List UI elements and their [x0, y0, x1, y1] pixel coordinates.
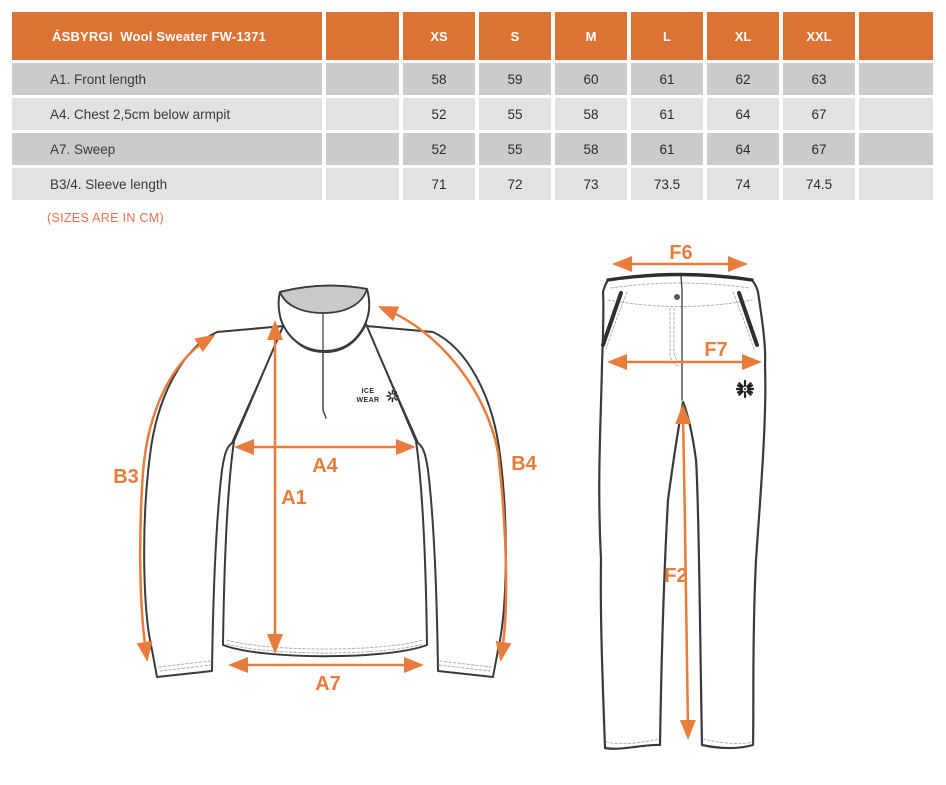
row-label-cell: B3/4. Sleeve length — [12, 168, 322, 200]
row-label-cell: A7. Sweep — [12, 133, 322, 165]
sweater-diagram — [113, 286, 537, 695]
value-cell: 63 — [783, 63, 855, 95]
value-cell: 71 — [403, 168, 475, 200]
sizes-unit-note: (SIZES ARE IN CM) — [47, 211, 164, 225]
value-cell: 55 — [479, 133, 551, 165]
value-cell: 60 — [555, 63, 627, 95]
label-a1: A1 — [281, 487, 307, 509]
size-header-s: S — [479, 12, 551, 60]
size-header-xs: XS — [403, 12, 475, 60]
value-cell: 61 — [631, 98, 703, 130]
value-cell: 64 — [707, 98, 779, 130]
value-cell: 58 — [403, 63, 475, 95]
pants-snowflake-icon — [737, 381, 753, 397]
size-header-xl: XL — [707, 12, 779, 60]
value-cell: 67 — [783, 98, 855, 130]
value-cell: 73.5 — [631, 168, 703, 200]
label-b4: B4 — [511, 453, 537, 475]
size-header-l: L — [631, 12, 703, 60]
value-cell: 74.5 — [783, 168, 855, 200]
value-cell: 58 — [555, 133, 627, 165]
value-cell: 61 — [631, 133, 703, 165]
label-f6: F6 — [669, 242, 693, 264]
value-cell: 64 — [707, 133, 779, 165]
value-cell: 55 — [479, 98, 551, 130]
label-f2: F2 — [664, 565, 688, 587]
label-a7: A7 — [315, 673, 341, 695]
pants-diagram — [599, 242, 765, 749]
label-a4: A4 — [312, 455, 338, 477]
size-header-xxl: XXL — [783, 12, 855, 60]
logo-snowflake-icon — [387, 391, 398, 402]
value-cell: 52 — [403, 133, 475, 165]
row-label-cell: A1. Front length — [12, 63, 322, 95]
value-cell: 61 — [631, 63, 703, 95]
value-cell: 74 — [707, 168, 779, 200]
value-cell: 67 — [783, 133, 855, 165]
label-f7: F7 — [704, 339, 728, 361]
value-cell: 59 — [479, 63, 551, 95]
size-header-m: M — [555, 12, 627, 60]
logo-text-wear: WEAR — [356, 397, 380, 404]
waist-button — [674, 294, 680, 300]
table-title: ÁSBYRGI Wool Sweater FW-1371 — [12, 12, 322, 60]
value-cell: 62 — [707, 63, 779, 95]
logo-text-ice: ICE — [361, 388, 375, 395]
value-cell: 72 — [479, 168, 551, 200]
value-cell: 73 — [555, 168, 627, 200]
value-cell: 58 — [555, 98, 627, 130]
row-label-cell: A4. Chest 2,5cm below armpit — [12, 98, 322, 130]
value-cell: 52 — [403, 98, 475, 130]
label-b3: B3 — [113, 466, 139, 488]
